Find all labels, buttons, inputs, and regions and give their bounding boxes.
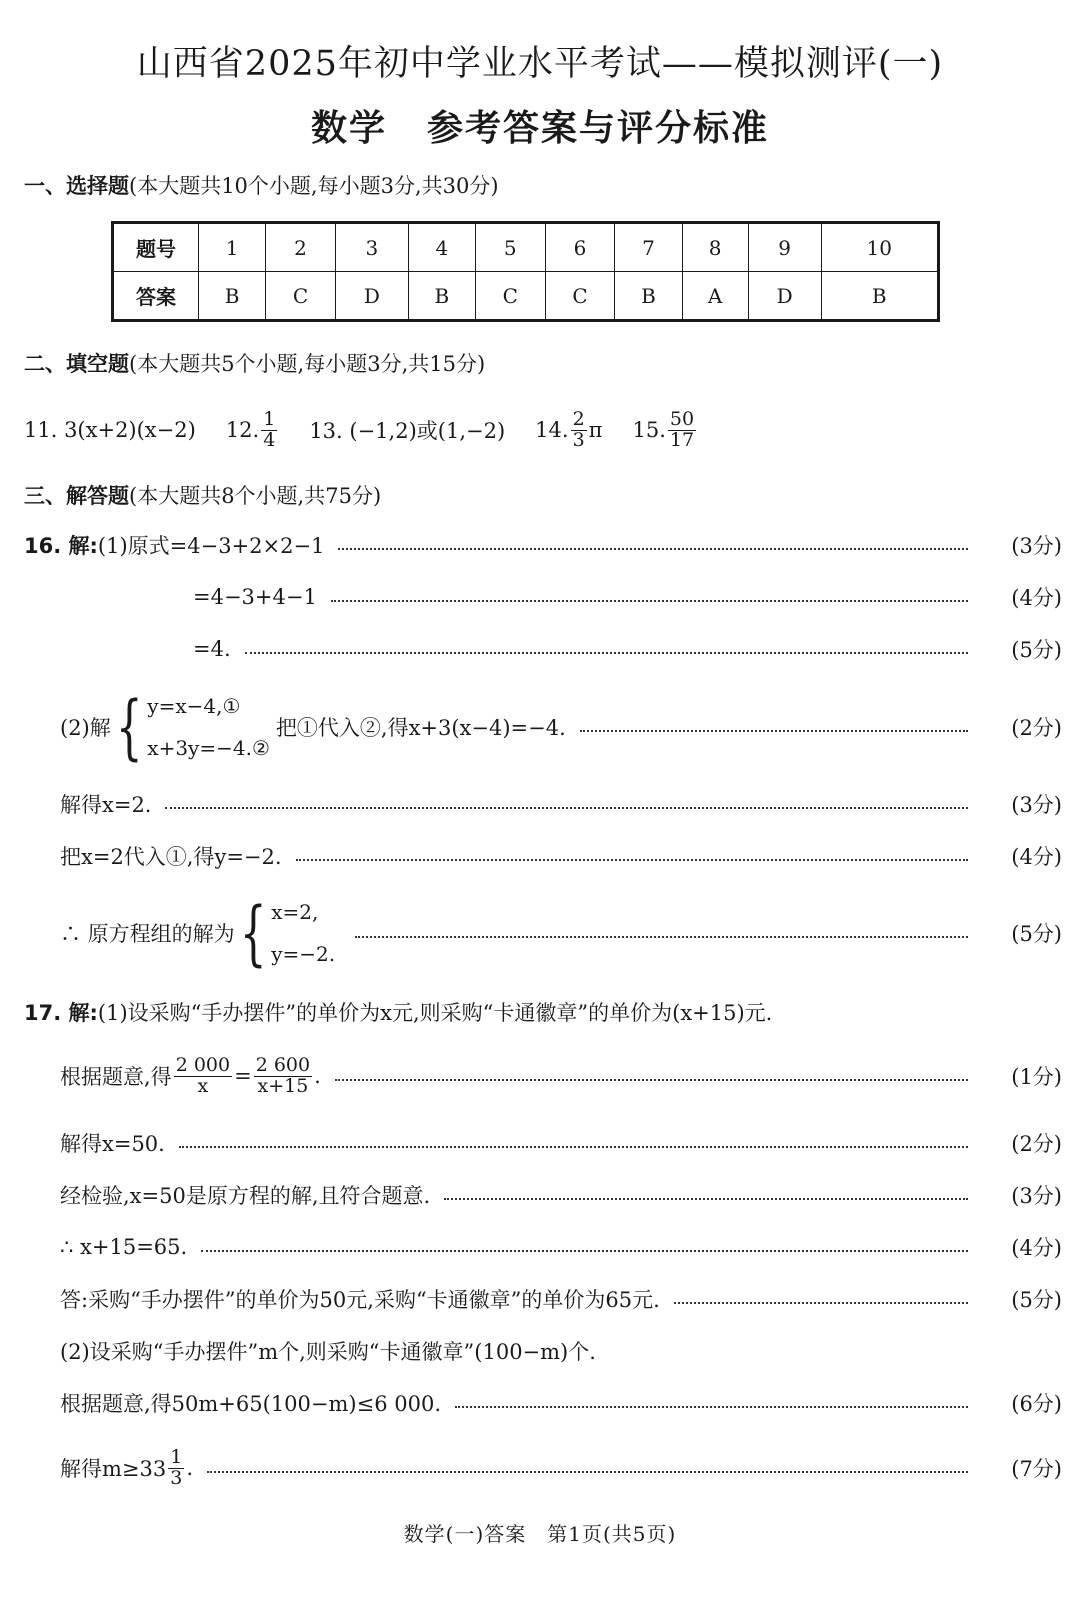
q17-line-5 <box>0 1227 1080 1267</box>
fill-blank-answers <box>24 400 728 460</box>
fraction <box>174 1053 232 1097</box>
section-1-heading <box>24 170 499 200</box>
answer-13: 13. (−1,2)或(1,−2) <box>309 419 506 443</box>
subtitle-rest: 参考答案与评分标准 <box>427 108 770 149</box>
denominator: 17 <box>669 428 695 451</box>
dot-leader <box>165 807 968 809</box>
period: . <box>186 1456 194 1480</box>
table-cell: D <box>335 272 408 321</box>
equation-1: y=x−4,① <box>147 694 241 718</box>
q17-step-text: 经检验,x=50是原方程的解,且符合题意. <box>60 1184 431 1208</box>
table-cell: 4 <box>408 223 475 272</box>
table-cell: 6 <box>545 223 615 272</box>
dot-leader <box>335 1079 968 1081</box>
score-points: (5分) <box>1011 922 1062 946</box>
table-cell: 10 <box>821 223 938 272</box>
table-cell: B <box>615 272 682 321</box>
table-cell: C <box>475 272 545 321</box>
fraction <box>571 407 587 451</box>
answer-11: 11. 3(x+2)(x−2) <box>24 418 196 442</box>
q17-step-text: 解得x=50. <box>60 1132 165 1156</box>
q16-line-2 <box>0 577 1080 617</box>
q17-line-6 <box>0 1279 1080 1319</box>
score-points: (4分) <box>1011 1236 1062 1260</box>
numerator: 2 000 <box>175 1053 231 1076</box>
score-points: (3分) <box>1011 1184 1062 1208</box>
answer-14 <box>535 407 603 451</box>
numerator: 50 <box>669 407 695 430</box>
score-points: (4分) <box>1011 586 1062 610</box>
q17-line-8 <box>0 1383 1080 1423</box>
table-cell: B <box>821 272 938 321</box>
denominator: 3 <box>170 1466 183 1489</box>
q16-line-4 <box>0 686 1080 768</box>
score-points: (4分) <box>1011 845 1062 869</box>
fraction <box>261 407 277 451</box>
dot-leader <box>331 600 968 602</box>
q17-line-2 <box>0 1046 1080 1106</box>
score-points: (2分) <box>1011 1132 1062 1156</box>
q17-step-text: 根据题意,得50m+65(100−m)≤6 000. <box>60 1392 441 1416</box>
equation-2: x+3y=−4.② <box>147 736 270 760</box>
q16-step-text: 解得x=2. <box>60 793 152 817</box>
numerator: 2 600 <box>255 1053 311 1076</box>
table-cell: B <box>408 272 475 321</box>
dot-leader <box>355 936 968 938</box>
fraction <box>668 407 696 451</box>
q17-step-text: 解得m≥33 <box>60 1457 167 1481</box>
answer-15 <box>632 407 698 451</box>
section-2-note: (本大题共5个小题,每小题3分,共15分) <box>129 352 486 376</box>
score-points: (5分) <box>1011 1288 1062 1312</box>
row-label: 答案 <box>113 272 199 321</box>
brace-symbol: { <box>115 686 143 768</box>
q17-line-3 <box>0 1123 1080 1163</box>
q16-step-text: 把①代入②,得x+3(x−4)=−4. <box>275 716 566 740</box>
section-1-note: (本大题共10个小题,每小题3分,共30分) <box>129 174 499 198</box>
solution-system <box>271 900 335 966</box>
q16-step-text: =4. <box>193 637 231 661</box>
score-points: (3分) <box>1011 534 1062 558</box>
dot-leader <box>674 1302 968 1304</box>
q17-step-text: 答:采购“手办摆件”的单价为50元,采购“卡通徽章”的单价为65元. <box>60 1288 660 1312</box>
score-points: (5分) <box>1011 638 1062 662</box>
table-cell: 3 <box>335 223 408 272</box>
dot-leader <box>245 652 968 654</box>
table-cell: D <box>748 272 821 321</box>
fraction <box>168 1445 184 1489</box>
answer-12-label: 12. <box>225 418 260 442</box>
table-cell: 5 <box>475 223 545 272</box>
table-cell: A <box>682 272 748 321</box>
q17-line-4 <box>0 1175 1080 1215</box>
dot-leader <box>201 1250 968 1252</box>
answer-12 <box>225 407 280 451</box>
numerator: 1 <box>170 1445 183 1468</box>
answer-15-label: 15. <box>632 418 666 442</box>
q17-line-1 <box>0 992 1080 1032</box>
table-cell: 9 <box>748 223 821 272</box>
section-2-heading <box>24 348 485 378</box>
table-cell: C <box>266 272 336 321</box>
answer-14-label: 14. <box>535 418 569 442</box>
table-cell: B <box>199 272 266 321</box>
q16-line-5 <box>0 784 1080 824</box>
pi-symbol: π <box>588 418 603 442</box>
section-3-heading <box>24 480 381 510</box>
dot-leader <box>179 1146 968 1148</box>
q16-label: 16. 解: <box>24 534 98 558</box>
q17-step-text: ∴ x+15=65. <box>60 1235 188 1259</box>
numerator: 1 <box>263 407 276 430</box>
table-cell: 1 <box>199 223 266 272</box>
denominator: x+15 <box>257 1074 309 1097</box>
dot-leader <box>444 1198 968 1200</box>
dot-leader <box>455 1406 968 1408</box>
dot-leader <box>207 1471 968 1473</box>
table-cell: 7 <box>615 223 682 272</box>
section-3-note: (本大题共8个小题,共75分) <box>129 484 382 508</box>
q16-step-text: 把x=2代入①,得y=−2. <box>60 845 282 869</box>
score-points: (2分) <box>1011 716 1062 740</box>
page-title: 山西省2025年初中学业水平考试——模拟测评(一) <box>136 44 944 84</box>
solution-x: x=2, <box>271 900 319 924</box>
q16-step-text: (1)原式=4−3+2×2−1 <box>97 534 325 558</box>
page-subtitle <box>0 100 1080 151</box>
table-cell: 2 <box>266 223 336 272</box>
dot-leader <box>338 548 968 550</box>
q16-step-text: =4−3+4−1 <box>193 585 317 609</box>
q17-label: 17. 解: <box>24 1001 98 1025</box>
table-cell: 8 <box>682 223 748 272</box>
section-1-title: 一、选择题 <box>24 174 129 198</box>
q16-line-6 <box>0 836 1080 876</box>
q16-line-3 <box>0 629 1080 669</box>
q17-line-7 <box>0 1331 1080 1371</box>
q17-line-9 <box>0 1438 1080 1498</box>
solution-y: y=−2. <box>271 942 336 966</box>
q16-line-7 <box>0 892 1080 974</box>
q16-step-text: (2)解 <box>60 716 111 740</box>
q17-step-text: (2)设采购“手办摆件”m个,则采购“卡通徽章”(100−m)个. <box>60 1340 596 1364</box>
table-cell: C <box>545 272 615 321</box>
equals-sign: = <box>234 1064 252 1088</box>
score-points: (1分) <box>1011 1065 1062 1089</box>
score-points: (7分) <box>1011 1457 1062 1481</box>
q16-line-1 <box>0 525 1080 565</box>
row-label: 题号 <box>113 223 199 272</box>
equation-system <box>147 694 270 760</box>
subtitle-subject: 数学 <box>310 108 387 149</box>
dot-leader <box>580 730 968 732</box>
fraction <box>254 1053 312 1097</box>
section-3-title: 三、解答题 <box>24 484 129 508</box>
page-footer: 数学(一)答案 第1页(共5页) <box>403 1522 677 1546</box>
table-row-answers <box>113 272 939 321</box>
table-row-numbers <box>113 223 939 272</box>
numerator: 2 <box>572 407 585 430</box>
score-points: (3分) <box>1011 793 1062 817</box>
section-2-title: 二、填空题 <box>24 352 129 376</box>
dot-leader <box>296 859 968 861</box>
score-points: (6分) <box>1011 1392 1062 1416</box>
denominator: x <box>197 1074 209 1097</box>
period: . <box>314 1064 321 1088</box>
brace-symbol: { <box>239 892 267 974</box>
answer-table <box>111 221 940 322</box>
denominator: 3 <box>572 428 585 451</box>
q17-step-text: (1)设采购“手办摆件”的单价为x元,则采购“卡通徽章”的单价为(x+15)元. <box>97 1001 773 1025</box>
q17-step-text: 根据题意,得 <box>60 1065 172 1089</box>
q16-step-text: ∴ 原方程组的解为 <box>60 922 235 946</box>
denominator: 4 <box>263 428 276 451</box>
